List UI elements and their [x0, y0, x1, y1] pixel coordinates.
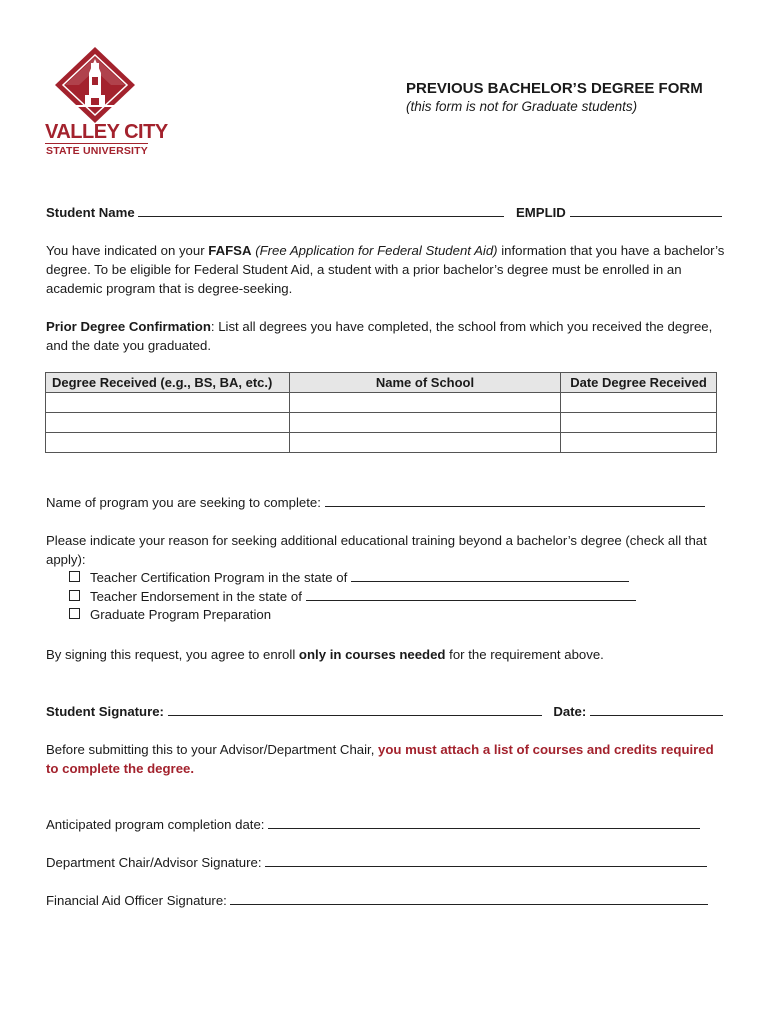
reason-paragraph: Please indicate your reason for seeking additional educational training beyond a bachelor’s degree (check all that apply):	[46, 533, 707, 567]
table-cell[interactable]	[46, 413, 290, 433]
program-row	[46, 494, 705, 510]
table-row	[46, 433, 717, 453]
submit-notice	[46, 740, 726, 778]
form-title: PREVIOUS BACHELOR’S DEGREE FORM	[406, 80, 703, 97]
col-degree-received: Degree Received (e.g., BS, BA, etc.)	[46, 373, 290, 393]
date-label: Date:	[553, 704, 587, 719]
chair-signature-label: Department Chair/Advisor Signature:	[46, 855, 262, 870]
student-name-label: Student Name	[46, 205, 135, 220]
agree-text-cont: for the requirement above.	[445, 647, 604, 662]
program-label: Name of program you are seeking to complete:	[46, 495, 321, 510]
fafsa-paragraph	[46, 241, 726, 298]
tower-emblem-icon	[45, 45, 157, 123]
table-cell[interactable]	[46, 393, 290, 413]
fa-row	[46, 892, 708, 908]
fa-signature-label: Financial Aid Officer Signature:	[46, 893, 227, 908]
fafsa-full-name: (Free Application for Federal Student Aid)	[255, 243, 498, 258]
table-cell[interactable]	[561, 433, 717, 453]
submit-warning: you must attach a list of courses and credits required to complete the degree.	[46, 742, 714, 776]
table-cell[interactable]	[290, 393, 561, 413]
chair-signature-field[interactable]	[265, 854, 707, 867]
option-label: Teacher Endorsement in the state of	[90, 589, 302, 604]
col-date-received: Date Degree Received	[561, 373, 717, 393]
student-signature-field[interactable]	[168, 703, 542, 716]
chair-row	[46, 854, 707, 870]
logo-title: VALLEY CITY	[45, 121, 168, 143]
prior-degree-paragraph	[46, 317, 726, 355]
student-row	[46, 204, 722, 220]
program-field[interactable]	[325, 494, 705, 507]
student-name-field[interactable]	[138, 204, 504, 217]
table-cell[interactable]	[290, 433, 561, 453]
completion-row	[46, 816, 700, 832]
table-header-row	[46, 373, 717, 393]
intro-text: You have indicated on your	[46, 243, 209, 258]
reason-option-endorsement	[69, 588, 636, 604]
table-row	[46, 413, 717, 433]
reason-option-graduate	[69, 607, 271, 622]
option-label: Teacher Certification Program in the state of	[90, 570, 348, 585]
table-cell[interactable]	[290, 413, 561, 433]
completion-date-field[interactable]	[268, 816, 700, 829]
certification-state-field[interactable]	[351, 569, 629, 582]
date-field[interactable]	[590, 703, 723, 716]
agree-emphasis: only in courses needed	[298, 647, 446, 662]
reason-option-certification	[69, 569, 629, 585]
col-school-name: Name of School	[290, 373, 561, 393]
signature-row	[46, 703, 723, 719]
endorsement-state-field[interactable]	[306, 588, 636, 601]
emplid-label: EMPLID	[516, 205, 566, 220]
checkbox[interactable]	[69, 590, 80, 601]
fafsa-term: FAFSA	[208, 243, 252, 258]
table-cell[interactable]	[561, 413, 717, 433]
table-cell[interactable]	[561, 393, 717, 413]
table-cell[interactable]	[46, 433, 290, 453]
submit-text: Before submitting this to your Advisor/Department Chair,	[46, 742, 379, 757]
agree-text: By signing this request, you agree to enroll	[46, 647, 299, 662]
degree-table	[45, 372, 717, 453]
prior-degree-text: : List all degrees you have completed, the school from which you received the degree, and the date you graduated.	[46, 319, 713, 353]
agree-paragraph	[46, 645, 726, 664]
completion-label: Anticipated program completion date:	[46, 817, 265, 832]
table-row	[46, 393, 717, 413]
university-logo	[45, 45, 168, 157]
logo-divider	[45, 143, 148, 144]
intro-text-cont: information that you have a bachelor’s degree. To be eligible for Federal Student Aid, a student with a prior bachelor’s degree must be enrolled in an academic program that is degree-seeking.	[46, 243, 725, 296]
checkbox[interactable]	[69, 608, 80, 619]
student-signature-label: Student Signature:	[46, 704, 164, 719]
form-subtitle: (this form is not for Graduate students)	[406, 99, 638, 114]
logo-subtitle: STATE UNIVERSITY	[46, 145, 148, 157]
checkbox[interactable]	[69, 571, 80, 582]
fa-signature-field[interactable]	[230, 892, 708, 905]
prior-degree-label: Prior Degree Confirmation	[46, 319, 211, 334]
option-label: Graduate Program Preparation	[90, 607, 272, 622]
emplid-field[interactable]	[570, 204, 722, 217]
